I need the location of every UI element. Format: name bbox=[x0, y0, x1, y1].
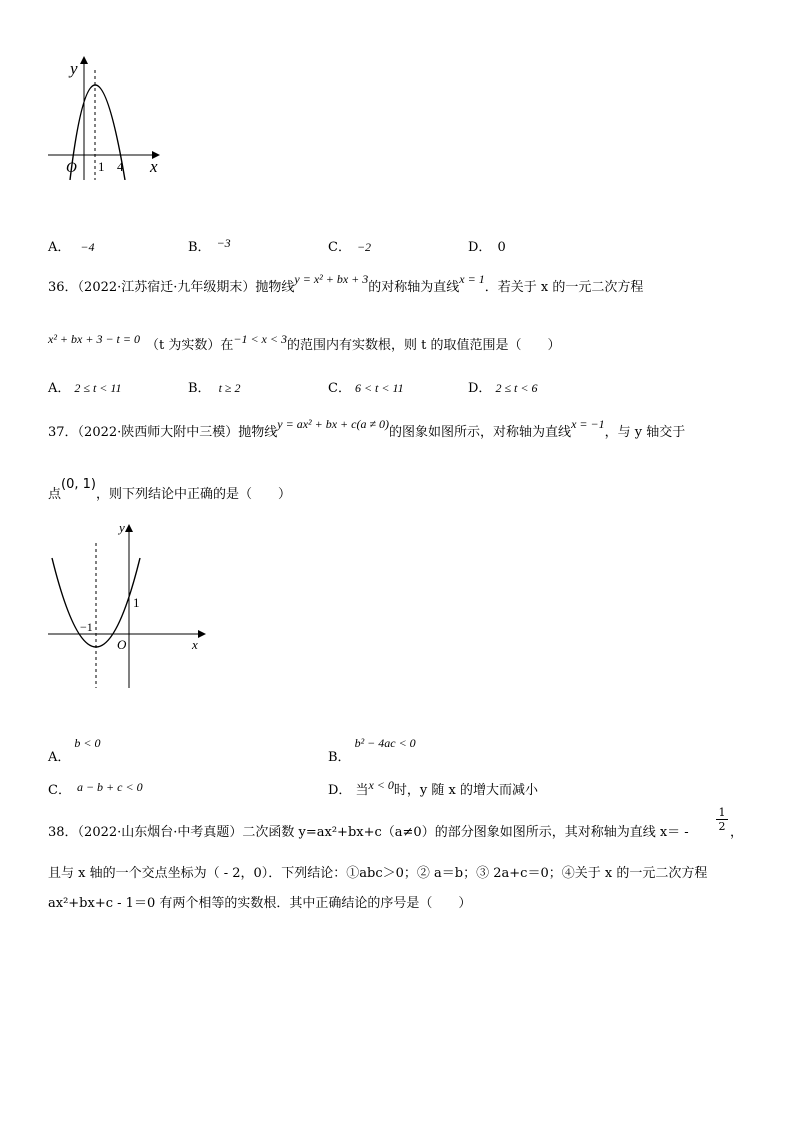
q37-option-d[interactable]: D． 当x < 0时，y 随 x 的增大而减小 bbox=[328, 778, 538, 798]
q35-option-b[interactable]: B． −3 bbox=[188, 236, 231, 255]
q37-option-c[interactable]: C． a − b + c < 0 bbox=[48, 780, 143, 798]
q37-option-b[interactable]: B．b² − 4ac < 0 bbox=[328, 736, 416, 765]
q38-line1: 38．（2022·山东烟台·中考真题）二次函数 y=ax²+bx+c（a≠0）的部分图象如图所示，其对称轴为直线 x＝ - bbox=[48, 825, 689, 840]
tick-label-1: 1 bbox=[98, 159, 105, 174]
q36-option-b[interactable]: B． t ≥ 2 bbox=[188, 381, 241, 396]
q38-fraction: 1 2 bbox=[716, 806, 728, 833]
q38-line1-end: ， bbox=[730, 825, 744, 840]
q35-option-d[interactable]: D． 0 bbox=[468, 240, 506, 255]
q36-line1: 36．（2022·江苏宿迁·九年级期末）抛物线y = x² + bx + 3的对称轴为直线x = 1．若关于 x 的一元二次方程 bbox=[48, 272, 644, 295]
tick-label-4: 4 bbox=[117, 159, 124, 174]
q37-option-a[interactable]: A．b < 0 bbox=[48, 736, 101, 765]
q36-option-c[interactable]: C． 6 < t < 11 bbox=[328, 381, 404, 396]
q37-line1: 37．（2022·陕西师大附中三模）抛物线y = ax² + bx + c(a ≠ 0)的图象如图所示，对称轴为直线x = −1，与 y 轴交于 bbox=[48, 417, 686, 440]
q38-line2: 且与 x 轴的一个交点坐标为（ - 2，0）．下列结论：①abc＞0；② a＝b；③ 2a+c＝0；④关于 x 的一元二次方程 bbox=[48, 866, 708, 881]
q38-line3: ax²+bx+c - 1＝0 有两个相等的实数根．其中正确结论的序号是（ ） bbox=[48, 896, 472, 911]
q36-option-d[interactable]: D． 2 ≤ t < 6 bbox=[468, 381, 538, 396]
y-axis-arrow bbox=[80, 56, 88, 64]
q36-line2: x² + bx + 3 − t = 0 （t 为实数）在−1 < x < 3的范围内有实数根，则 t 的取值范围是（ ） bbox=[48, 332, 561, 353]
q35-option-c[interactable]: C． −2 bbox=[328, 240, 372, 255]
origin-label: O bbox=[66, 160, 77, 176]
y-axis-label: y bbox=[70, 59, 78, 78]
x-axis-label: x bbox=[192, 637, 198, 652]
y-intercept-label: 1 bbox=[133, 595, 140, 610]
graph-parabola-downward bbox=[40, 50, 170, 180]
x-axis-arrow bbox=[198, 630, 206, 638]
y-axis-arrow bbox=[125, 524, 133, 532]
origin-label: O bbox=[117, 637, 127, 652]
q37-line2: 点(0, 1)，则下列结论中正确的是（ ） bbox=[48, 477, 291, 502]
y-axis-label: y bbox=[119, 520, 125, 535]
neg-one-label: −1 bbox=[80, 620, 93, 634]
graph-parabola-upward bbox=[40, 518, 210, 693]
x-axis-label: x bbox=[150, 157, 158, 176]
q35-option-a[interactable]: A． −4 bbox=[48, 240, 95, 255]
q36-option-a[interactable]: A． 2 ≤ t < 11 bbox=[48, 381, 122, 396]
